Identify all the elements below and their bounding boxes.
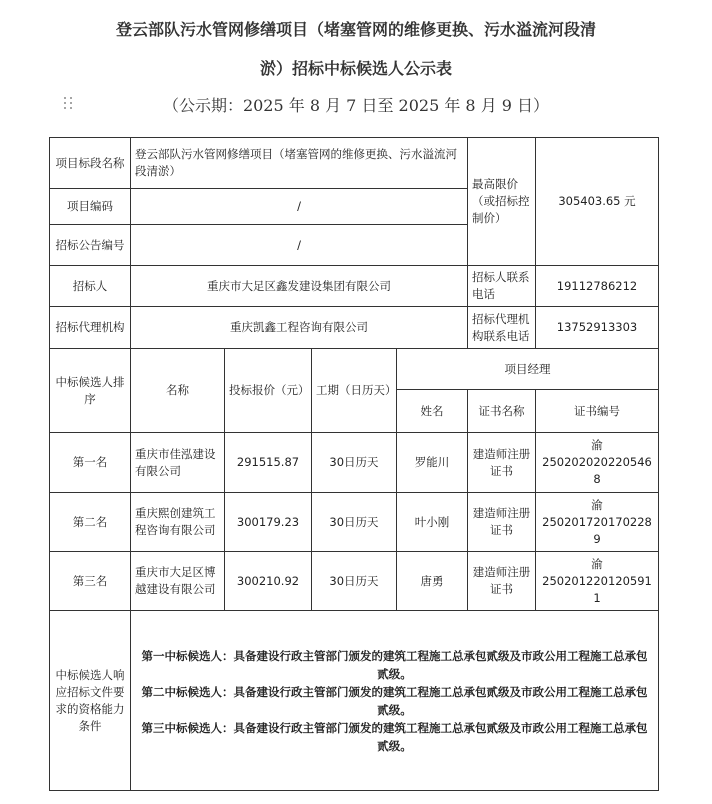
candidate-rank: 第三名 — [50, 552, 131, 611]
cert-no-header: 证书编号 — [536, 390, 659, 433]
candidate-rank: 第一名 — [50, 433, 131, 493]
pm-name-header: 姓名 — [397, 390, 468, 433]
requirements-content — [131, 611, 659, 791]
table-row — [50, 433, 659, 493]
candidate-name: 重庆熙创建筑工程咨询有限公司 — [131, 493, 225, 552]
max-price-label: 最高限价（或招标控制价） — [468, 138, 536, 266]
candidate-cert-name: 建造师注册证书 — [468, 552, 536, 611]
section-name-label: 项目标段名称 — [50, 138, 131, 189]
table-row — [50, 552, 659, 611]
candidate-cert-no: 渝 2502017201702289 — [536, 493, 659, 552]
candidate-name: 重庆市佳泓建设有限公司 — [131, 433, 225, 493]
table-row — [50, 493, 659, 552]
candidate-cert-no: 渝 2502012201205911 — [536, 552, 659, 611]
candidate-period: 30日历天 — [312, 433, 397, 493]
title-line-1: 登云部队污水管网修缮项目（堵塞管网的维修更换、污水溢流河段清 — [115, 20, 596, 39]
requirement-third: 第三中标候选人：具备建设行政主管部门颁发的建筑工程施工总承包贰级及市政公用工程施工总承包贰级。 — [141, 720, 648, 753]
title-line-2: 淤）招标中标候选人公示表 — [259, 59, 452, 78]
candidate-price: 291515.87 — [225, 433, 312, 493]
candidate-price: 300179.23 — [225, 493, 312, 552]
candidate-cert-name: 建造师注册证书 — [468, 493, 536, 552]
pm-header: 项目经理 — [397, 349, 659, 390]
cert-name-header: 证书名称 — [468, 390, 536, 433]
publicity-period: （公示期：2025 年 8 月 7 日至 2025 年 8 月 9 日） — [162, 96, 550, 115]
candidate-period: 30日历天 — [312, 552, 397, 611]
notice-code-value: / — [131, 225, 468, 266]
candidate-cert-name: 建造师注册证书 — [468, 433, 536, 493]
requirement-second: 第二中标候选人：具备建设行政主管部门颁发的建筑工程施工总承包贰级及市政公用工程施工总承包贰级。 — [141, 684, 648, 717]
candidate-name: 重庆市大足区博越建设有限公司 — [131, 552, 225, 611]
candidate-period: 30日历天 — [312, 493, 397, 552]
requirement-first: 第一中标候选人：具备建设行政主管部门颁发的建筑工程施工总承包贰级及市政公用工程施工总承包贰级。 — [141, 648, 648, 681]
candidate-price: 300210.92 — [225, 552, 312, 611]
agent-phone-label: 招标代理机构联系电话 — [468, 307, 536, 349]
agent-value: 重庆凯鑫工程咨询有限公司 — [131, 307, 468, 349]
rank-header: 中标候选人排序 — [50, 349, 131, 433]
candidate-pm-name: 罗能川 — [397, 433, 468, 493]
requirements-label: 中标候选人响应招标文件要求的资格能力条件 — [50, 611, 131, 791]
project-code-value: / — [131, 189, 468, 225]
candidate-rank: 第二名 — [50, 493, 131, 552]
period-header: 工期（日历天） — [312, 349, 397, 433]
tenderer-label: 招标人 — [50, 266, 131, 307]
candidate-table — [49, 137, 659, 791]
candidate-cert-no: 渝 2502020202205468 — [536, 433, 659, 493]
project-code-label: 项目编码 — [50, 189, 131, 225]
section-name-value: 登云部队污水管网修缮项目（堵塞管网的维修更换、污水溢流河段清淤） — [131, 138, 468, 189]
candidate-pm-name: 唐勇 — [397, 552, 468, 611]
candidate-pm-name: 叶小刚 — [397, 493, 468, 552]
max-price-value: 305403.65 元 — [536, 138, 659, 266]
tenderer-phone-value: 19112786212 — [536, 266, 659, 307]
tenderer-phone-label: 招标人联系电话 — [468, 266, 536, 307]
agent-phone-value: 13752913303 — [536, 307, 659, 349]
agent-label: 招标代理机构 — [50, 307, 131, 349]
name-header: 名称 — [131, 349, 225, 433]
tenderer-value: 重庆市大足区鑫发建设集团有限公司 — [131, 266, 468, 307]
notice-code-label: 招标公告编号 — [50, 225, 131, 266]
price-header: 投标报价（元） — [225, 349, 312, 433]
